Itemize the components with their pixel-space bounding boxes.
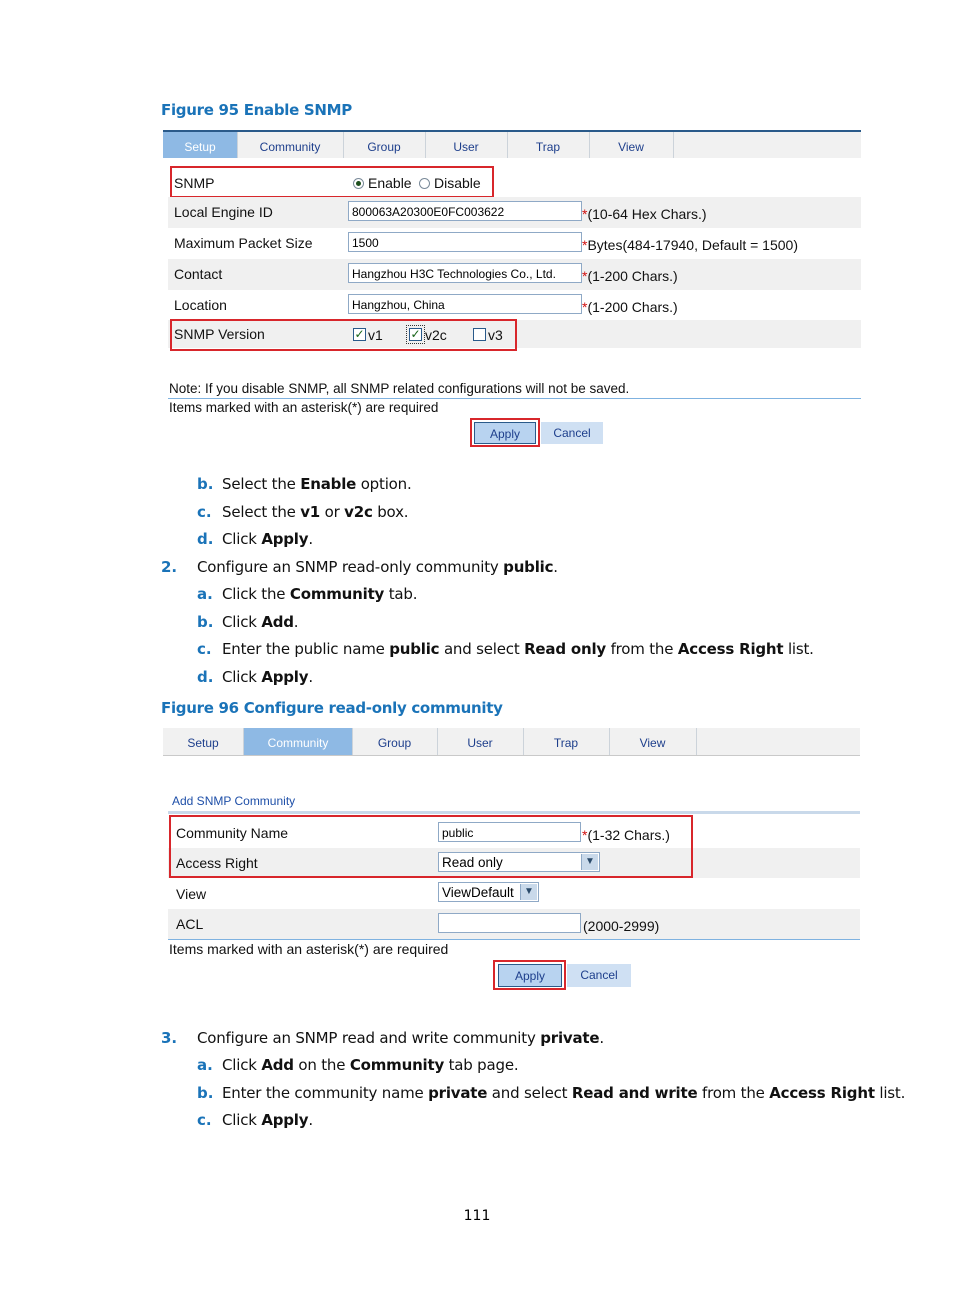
bold-text: Community	[289, 585, 385, 603]
step-text	[222, 475, 412, 493]
text: Click	[222, 1056, 262, 1074]
acl-hint: (2000-2999)	[583, 918, 660, 934]
text: Click	[222, 668, 262, 686]
text: .	[293, 613, 299, 631]
text: tab page.	[444, 1056, 519, 1074]
text: Click	[222, 1111, 262, 1129]
community-name-input[interactable]: public	[438, 822, 581, 842]
access-right-label: Access Right	[176, 855, 258, 871]
tab-group[interactable]: Group	[352, 728, 438, 755]
text: Enter the public name	[222, 640, 390, 658]
text: .	[599, 1029, 604, 1047]
hint-text: Bytes(484-17940, Default = 1500)	[587, 237, 798, 253]
step-marker: a.	[197, 1056, 213, 1074]
contact-label: Contact	[174, 266, 223, 282]
step-text	[222, 1111, 313, 1129]
bold-text: Enable	[300, 475, 357, 493]
required-star: *	[582, 268, 588, 284]
v3-label: v3	[488, 327, 503, 343]
required-star: *	[582, 827, 588, 843]
bold-text: Add	[261, 613, 294, 631]
local-engine-id-input[interactable]: 800063A20300E0FC003622	[348, 201, 582, 221]
tab-trap[interactable]: Trap	[523, 728, 610, 755]
figure-96-caption: Figure 96 Configure read-only community	[161, 699, 503, 717]
text: Enter the community name	[222, 1084, 429, 1102]
divider	[168, 939, 860, 940]
apply-button[interactable]: Apply	[498, 964, 562, 987]
tab-view[interactable]: View	[609, 728, 697, 755]
acl-input[interactable]	[438, 913, 581, 933]
bold-text: Read only	[524, 640, 606, 658]
step-text	[222, 530, 313, 548]
step-text	[222, 613, 298, 631]
snmp-version-label: SNMP Version	[174, 326, 265, 342]
step-text	[197, 1029, 604, 1047]
check-icon: ✓	[354, 327, 365, 341]
tab-community[interactable]: Community	[244, 728, 353, 755]
bold-text: Community	[349, 1056, 445, 1074]
tab-bar	[163, 130, 861, 158]
apply-button[interactable]: Apply	[474, 422, 536, 444]
step-text	[222, 668, 313, 686]
note-text: Note: If you disable SNMP, all SNMP related configurations will not be saved.	[169, 381, 630, 396]
chevron-down-icon[interactable]: ▼	[581, 854, 598, 870]
step-marker: a.	[197, 585, 213, 603]
snmp-highlight	[170, 166, 494, 198]
step-marker: d.	[197, 668, 214, 686]
text: box.	[372, 503, 409, 521]
text: tab.	[384, 585, 418, 603]
text: on the	[293, 1056, 350, 1074]
location-row	[168, 290, 861, 321]
tab-user[interactable]: User	[437, 728, 524, 755]
text: and select	[487, 1084, 572, 1102]
bold-text: public	[503, 558, 554, 576]
local-engine-id-row	[168, 197, 861, 228]
step-text	[222, 503, 408, 521]
bold-text: Apply	[261, 668, 309, 686]
disable-label: Disable	[434, 175, 481, 191]
tab-setup[interactable]: Setup	[163, 728, 244, 755]
required-star: *	[582, 299, 588, 315]
tab-user[interactable]: User	[425, 132, 508, 158]
text: list.	[874, 1084, 906, 1102]
step-marker: b.	[197, 1084, 214, 1102]
view-select[interactable]	[438, 882, 539, 902]
figure-95-caption: Figure 95 Enable SNMP	[161, 101, 352, 119]
bold-text: Access Right	[677, 640, 784, 658]
text: .	[553, 558, 558, 576]
text: .	[308, 1111, 313, 1129]
step-marker: 3.	[161, 1029, 178, 1047]
text: Select the	[222, 503, 301, 521]
step-text	[222, 1084, 905, 1102]
bold-text: Read and write	[571, 1084, 698, 1102]
text: Click	[222, 613, 262, 631]
bold-text: Apply	[261, 1111, 309, 1129]
section-title: Add SNMP Community	[172, 794, 296, 808]
step-marker: 2.	[161, 558, 178, 576]
tab-setup[interactable]: Setup	[163, 132, 238, 158]
max-packet-size-row	[168, 228, 861, 259]
hint-text: (1-32 Chars.)	[587, 827, 670, 843]
step-text	[222, 640, 814, 658]
step-text	[197, 558, 558, 576]
contact-hint	[582, 268, 678, 284]
required-star: *	[582, 237, 588, 253]
section-divider	[168, 811, 860, 814]
view-row	[168, 878, 860, 909]
required-note: Items marked with an asterisk(*) are required	[169, 400, 439, 415]
bold-text: Access Right	[769, 1084, 875, 1102]
text: list.	[783, 640, 814, 658]
step-marker: b.	[197, 613, 214, 631]
step-marker: c.	[197, 1111, 212, 1129]
text: Configure an SNMP read-only community	[197, 558, 504, 576]
tab-group[interactable]: Group	[343, 132, 426, 158]
tab-community[interactable]: Community	[237, 132, 344, 158]
text: Configure an SNMP read and write community	[197, 1029, 541, 1047]
bold-text: public	[389, 640, 440, 658]
view-value: ViewDefault	[442, 885, 514, 900]
step-text	[222, 585, 417, 603]
text: .	[308, 530, 313, 548]
enable-label: Enable	[368, 175, 412, 191]
page-number: 111	[463, 1208, 491, 1224]
bold-text: v2c	[344, 503, 373, 521]
location-label: Location	[174, 297, 227, 313]
step-marker: c.	[197, 640, 212, 658]
required-note: Items marked with an asterisk(*) are required	[169, 941, 449, 957]
tab-trap[interactable]: Trap	[507, 132, 590, 158]
text: Click the	[222, 585, 290, 603]
chevron-down-icon[interactable]: ▼	[520, 884, 537, 900]
bold-text: private	[540, 1029, 600, 1047]
text: option.	[356, 475, 412, 493]
step-text	[222, 1056, 518, 1074]
location-hint	[582, 299, 678, 315]
divider	[168, 398, 861, 399]
max-packet-size-label: Maximum Packet Size	[174, 235, 313, 251]
text: .	[308, 668, 313, 686]
text: from the	[697, 1084, 770, 1102]
text: Select the	[222, 475, 301, 493]
check-icon: ✓	[410, 327, 421, 341]
contact-input[interactable]: Hangzhou H3C Technologies Co., Ltd.	[348, 263, 582, 283]
step-marker: d.	[197, 530, 214, 548]
required-star: *	[582, 206, 588, 222]
text: Click	[222, 530, 262, 548]
v1-label: v1	[368, 327, 383, 343]
local-engine-id-hint	[582, 206, 707, 222]
local-engine-id-label: Local Engine ID	[174, 204, 273, 220]
step-marker: b.	[197, 475, 214, 493]
bold-text: private	[428, 1084, 488, 1102]
view-label: View	[176, 886, 207, 902]
bold-text: Add	[261, 1056, 294, 1074]
community-highlight	[169, 815, 693, 878]
acl-label: ACL	[176, 916, 204, 932]
tab-view[interactable]: View	[589, 132, 674, 158]
hint-text: (1-200 Chars.)	[587, 299, 678, 315]
bold-text: v1	[300, 503, 321, 521]
access-right-value: Read only	[442, 855, 503, 870]
text: from the	[606, 640, 678, 658]
max-packet-size-hint	[582, 237, 798, 253]
cancel-button[interactable]: Cancel	[567, 964, 631, 987]
text: and select	[439, 640, 525, 658]
tab-bar	[163, 728, 860, 756]
step-marker: c.	[197, 503, 212, 521]
bold-text: Apply	[261, 530, 309, 548]
community-name-label: Community Name	[176, 825, 289, 841]
cancel-button[interactable]: Cancel	[541, 422, 603, 444]
snmp-label: SNMP	[174, 175, 215, 191]
contact-row	[168, 259, 861, 290]
text: or	[320, 503, 345, 521]
hint-text: (1-200 Chars.)	[587, 268, 678, 284]
hint-text: (10-64 Hex Chars.)	[587, 206, 707, 222]
max-packet-size-input[interactable]: 1500	[348, 232, 582, 252]
v2c-label: v2c	[425, 327, 447, 343]
location-input[interactable]: Hangzhou, China	[348, 294, 582, 314]
snmp-version-highlight	[170, 319, 517, 351]
acl-row	[168, 909, 860, 939]
